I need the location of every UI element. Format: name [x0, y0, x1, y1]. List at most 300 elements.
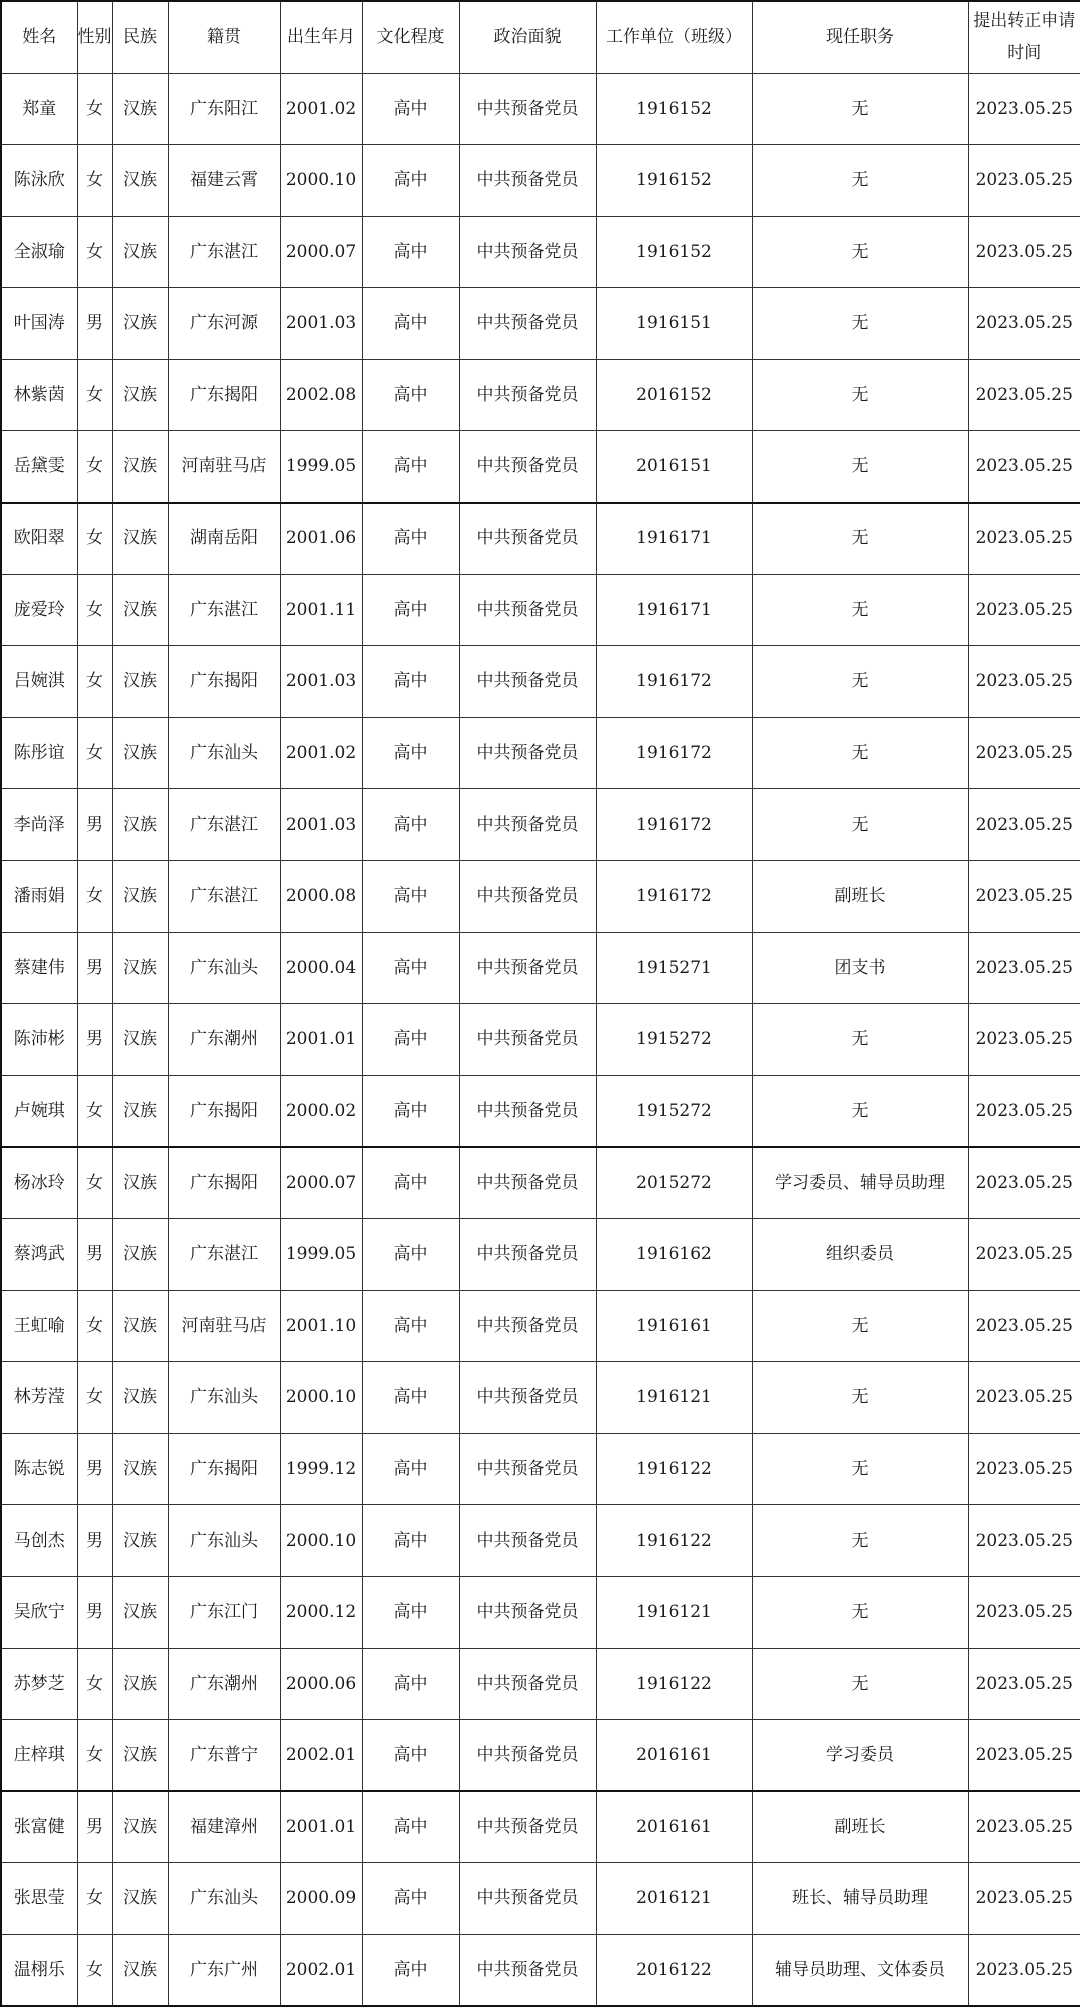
table-row	[1, 1004, 1080, 1076]
cell-origin: 广东阳江	[168, 73, 280, 145]
cell-political: 中共预备党员	[459, 359, 596, 431]
cell-ethnicity: 汉族	[112, 1576, 168, 1648]
cell-position: 无	[752, 145, 968, 217]
cell-gender: 女	[77, 1863, 112, 1935]
cell-education: 高中	[362, 1362, 459, 1434]
cell-position: 团支书	[752, 932, 968, 1004]
cell-name: 林芳滢	[1, 1362, 77, 1434]
cell-date: 2023.05.25	[968, 1075, 1080, 1147]
cell-date: 2023.05.25	[968, 1791, 1080, 1863]
cell-date: 2023.05.25	[968, 1505, 1080, 1577]
cell-origin: 广东湛江	[168, 574, 280, 646]
table-body	[1, 73, 1080, 2006]
cell-name: 蔡建伟	[1, 932, 77, 1004]
cell-education: 高中	[362, 1433, 459, 1505]
table-row	[1, 1147, 1080, 1219]
cell-position: 无	[752, 216, 968, 288]
cell-unit: 1915272	[596, 1075, 752, 1147]
cell-political: 中共预备党员	[459, 503, 596, 575]
cell-ethnicity: 汉族	[112, 431, 168, 503]
cell-education: 高中	[362, 1791, 459, 1863]
cell-gender: 女	[77, 574, 112, 646]
cell-political: 中共预备党员	[459, 717, 596, 789]
cell-origin: 广东湛江	[168, 216, 280, 288]
cell-name: 陈彤谊	[1, 717, 77, 789]
cell-ethnicity: 汉族	[112, 1004, 168, 1076]
cell-origin: 广东潮州	[168, 1004, 280, 1076]
cell-name: 庞爱玲	[1, 574, 77, 646]
cell-date: 2023.05.25	[968, 288, 1080, 360]
cell-unit: 2016161	[596, 1720, 752, 1792]
cell-origin: 福建云霄	[168, 145, 280, 217]
cell-position: 无	[752, 503, 968, 575]
cell-gender: 女	[77, 431, 112, 503]
cell-ethnicity: 汉族	[112, 646, 168, 718]
header-origin: 籍贯	[168, 1, 280, 73]
cell-name: 陈志锐	[1, 1433, 77, 1505]
cell-education: 高中	[362, 1720, 459, 1792]
cell-origin: 广东湛江	[168, 861, 280, 933]
cell-unit: 1915272	[596, 1004, 752, 1076]
cell-name: 庄梓琪	[1, 1720, 77, 1792]
table-row	[1, 503, 1080, 575]
cell-unit: 1915271	[596, 932, 752, 1004]
cell-political: 中共预备党员	[459, 1863, 596, 1935]
cell-education: 高中	[362, 431, 459, 503]
cell-education: 高中	[362, 861, 459, 933]
cell-gender: 女	[77, 73, 112, 145]
cell-education: 高中	[362, 1075, 459, 1147]
cell-name: 李尚泽	[1, 789, 77, 861]
header-position: 现任职务	[752, 1, 968, 73]
cell-gender: 男	[77, 1505, 112, 1577]
table-row	[1, 431, 1080, 503]
cell-political: 中共预备党员	[459, 861, 596, 933]
cell-political: 中共预备党员	[459, 288, 596, 360]
cell-unit: 1916172	[596, 789, 752, 861]
cell-name: 吴欣宁	[1, 1576, 77, 1648]
cell-position: 副班长	[752, 861, 968, 933]
cell-origin: 广东揭阳	[168, 359, 280, 431]
cell-unit: 1916171	[596, 574, 752, 646]
cell-gender: 男	[77, 1004, 112, 1076]
cell-unit: 2016161	[596, 1791, 752, 1863]
cell-name: 郑童	[1, 73, 77, 145]
cell-birth: 2000.06	[280, 1648, 362, 1720]
cell-position: 无	[752, 574, 968, 646]
cell-ethnicity: 汉族	[112, 359, 168, 431]
cell-birth: 1999.12	[280, 1433, 362, 1505]
cell-date: 2023.05.25	[968, 359, 1080, 431]
cell-birth: 1999.05	[280, 1219, 362, 1291]
cell-origin: 广东揭阳	[168, 1433, 280, 1505]
cell-political: 中共预备党员	[459, 1362, 596, 1434]
cell-date: 2023.05.25	[968, 646, 1080, 718]
header-gender: 性别	[77, 1, 112, 73]
cell-birth: 2001.11	[280, 574, 362, 646]
cell-position: 无	[752, 717, 968, 789]
table-row	[1, 1362, 1080, 1434]
cell-birth: 2001.03	[280, 789, 362, 861]
table-row	[1, 717, 1080, 789]
cell-origin: 福建漳州	[168, 1791, 280, 1863]
cell-birth: 2000.08	[280, 861, 362, 933]
cell-position: 学习委员、辅导员助理	[752, 1147, 968, 1219]
cell-date: 2023.05.25	[968, 789, 1080, 861]
cell-unit: 2016121	[596, 1863, 752, 1935]
cell-education: 高中	[362, 1648, 459, 1720]
header-political: 政治面貌	[459, 1, 596, 73]
cell-position: 无	[752, 288, 968, 360]
table-row	[1, 1791, 1080, 1863]
cell-political: 中共预备党员	[459, 789, 596, 861]
cell-ethnicity: 汉族	[112, 145, 168, 217]
cell-date: 2023.05.25	[968, 1648, 1080, 1720]
cell-origin: 广东揭阳	[168, 1147, 280, 1219]
cell-position: 班长、辅导员助理	[752, 1863, 968, 1935]
cell-position: 无	[752, 1433, 968, 1505]
cell-ethnicity: 汉族	[112, 73, 168, 145]
cell-gender: 女	[77, 1362, 112, 1434]
table-row	[1, 789, 1080, 861]
table-row	[1, 1648, 1080, 1720]
cell-origin: 河南驻马店	[168, 1290, 280, 1362]
table-row	[1, 73, 1080, 145]
cell-origin: 广东河源	[168, 288, 280, 360]
cell-name: 张思莹	[1, 1863, 77, 1935]
cell-political: 中共预备党员	[459, 1648, 596, 1720]
cell-political: 中共预备党员	[459, 1505, 596, 1577]
cell-origin: 广东揭阳	[168, 646, 280, 718]
cell-name: 蔡鸿武	[1, 1219, 77, 1291]
cell-position: 无	[752, 1075, 968, 1147]
cell-birth: 2000.07	[280, 216, 362, 288]
cell-unit: 1916161	[596, 1290, 752, 1362]
cell-origin: 广东湛江	[168, 789, 280, 861]
table-row	[1, 216, 1080, 288]
cell-political: 中共预备党员	[459, 431, 596, 503]
cell-political: 中共预备党员	[459, 1004, 596, 1076]
cell-name: 温栩乐	[1, 1934, 77, 2006]
cell-education: 高中	[362, 1290, 459, 1362]
cell-date: 2023.05.25	[968, 1290, 1080, 1362]
cell-ethnicity: 汉族	[112, 1362, 168, 1434]
cell-origin: 湖南岳阳	[168, 503, 280, 575]
cell-birth: 2001.03	[280, 646, 362, 718]
cell-unit: 1916152	[596, 73, 752, 145]
cell-origin: 广东揭阳	[168, 1075, 280, 1147]
cell-date: 2023.05.25	[968, 574, 1080, 646]
cell-gender: 女	[77, 1147, 112, 1219]
cell-date: 2023.05.25	[968, 1362, 1080, 1434]
cell-gender: 男	[77, 1791, 112, 1863]
cell-origin: 广东汕头	[168, 717, 280, 789]
cell-birth: 2001.10	[280, 1290, 362, 1362]
cell-gender: 女	[77, 1934, 112, 2006]
cell-name: 王虹喻	[1, 1290, 77, 1362]
cell-ethnicity: 汉族	[112, 1648, 168, 1720]
table-row	[1, 1433, 1080, 1505]
cell-political: 中共预备党员	[459, 646, 596, 718]
cell-date: 2023.05.25	[968, 932, 1080, 1004]
cell-gender: 男	[77, 288, 112, 360]
table-row	[1, 1720, 1080, 1792]
cell-ethnicity: 汉族	[112, 1147, 168, 1219]
cell-political: 中共预备党员	[459, 1576, 596, 1648]
cell-education: 高中	[362, 73, 459, 145]
header-education: 文化程度	[362, 1, 459, 73]
table-row	[1, 1075, 1080, 1147]
cell-name: 岳黛雯	[1, 431, 77, 503]
cell-gender: 女	[77, 1720, 112, 1792]
cell-political: 中共预备党员	[459, 1791, 596, 1863]
table-row	[1, 1863, 1080, 1935]
cell-unit: 1916172	[596, 861, 752, 933]
table-row	[1, 1290, 1080, 1362]
cell-name: 全淑瑜	[1, 216, 77, 288]
cell-gender: 女	[77, 861, 112, 933]
cell-name: 马创杰	[1, 1505, 77, 1577]
cell-name: 叶国涛	[1, 288, 77, 360]
cell-unit: 1916122	[596, 1648, 752, 1720]
cell-name: 卢婉琪	[1, 1075, 77, 1147]
cell-date: 2023.05.25	[968, 431, 1080, 503]
cell-name: 张富健	[1, 1791, 77, 1863]
table-row	[1, 861, 1080, 933]
cell-date: 2023.05.25	[968, 1934, 1080, 2006]
cell-ethnicity: 汉族	[112, 1863, 168, 1935]
cell-education: 高中	[362, 145, 459, 217]
header-row	[1, 1, 1080, 73]
cell-gender: 男	[77, 1433, 112, 1505]
cell-position: 无	[752, 1505, 968, 1577]
table-row	[1, 288, 1080, 360]
cell-origin: 广东汕头	[168, 932, 280, 1004]
cell-unit: 1916171	[596, 503, 752, 575]
cell-political: 中共预备党员	[459, 1290, 596, 1362]
cell-ethnicity: 汉族	[112, 1433, 168, 1505]
cell-gender: 女	[77, 145, 112, 217]
cell-education: 高中	[362, 1004, 459, 1076]
cell-ethnicity: 汉族	[112, 216, 168, 288]
cell-position: 无	[752, 789, 968, 861]
cell-position: 无	[752, 1004, 968, 1076]
cell-political: 中共预备党员	[459, 1934, 596, 2006]
cell-date: 2023.05.25	[968, 145, 1080, 217]
cell-name: 欧阳翠	[1, 503, 77, 575]
cell-unit: 2016122	[596, 1934, 752, 2006]
cell-political: 中共预备党员	[459, 216, 596, 288]
cell-birth: 2000.10	[280, 145, 362, 217]
cell-political: 中共预备党员	[459, 574, 596, 646]
cell-position: 无	[752, 646, 968, 718]
table-row	[1, 1505, 1080, 1577]
cell-date: 2023.05.25	[968, 1433, 1080, 1505]
cell-position: 无	[752, 1576, 968, 1648]
cell-position: 无	[752, 1290, 968, 1362]
cell-position: 学习委员	[752, 1720, 968, 1792]
cell-origin: 广东广州	[168, 1934, 280, 2006]
cell-birth: 2000.04	[280, 932, 362, 1004]
cell-gender: 男	[77, 1576, 112, 1648]
table-row	[1, 359, 1080, 431]
cell-gender: 男	[77, 1219, 112, 1291]
cell-political: 中共预备党员	[459, 1433, 596, 1505]
cell-birth: 2000.10	[280, 1362, 362, 1434]
cell-position: 辅导员助理、文体委员	[752, 1934, 968, 2006]
cell-origin: 广东湛江	[168, 1219, 280, 1291]
cell-gender: 女	[77, 717, 112, 789]
cell-unit: 2016151	[596, 431, 752, 503]
cell-gender: 女	[77, 503, 112, 575]
cell-ethnicity: 汉族	[112, 1791, 168, 1863]
cell-ethnicity: 汉族	[112, 574, 168, 646]
cell-birth: 2001.06	[280, 503, 362, 575]
cell-political: 中共预备党员	[459, 1219, 596, 1291]
cell-name: 吕婉淇	[1, 646, 77, 718]
cell-birth: 2001.03	[280, 288, 362, 360]
cell-education: 高中	[362, 1863, 459, 1935]
cell-ethnicity: 汉族	[112, 1219, 168, 1291]
cell-gender: 女	[77, 646, 112, 718]
cell-ethnicity: 汉族	[112, 1720, 168, 1792]
cell-name: 林紫茵	[1, 359, 77, 431]
cell-birth: 2000.12	[280, 1576, 362, 1648]
cell-education: 高中	[362, 789, 459, 861]
cell-date: 2023.05.25	[968, 73, 1080, 145]
cell-date: 2023.05.25	[968, 717, 1080, 789]
cell-birth: 2001.01	[280, 1791, 362, 1863]
cell-unit: 1916122	[596, 1433, 752, 1505]
cell-date: 2023.05.25	[968, 216, 1080, 288]
cell-unit: 2015272	[596, 1147, 752, 1219]
table-row	[1, 1576, 1080, 1648]
cell-name: 陈沛彬	[1, 1004, 77, 1076]
cell-unit: 1916162	[596, 1219, 752, 1291]
cell-name: 苏梦芝	[1, 1648, 77, 1720]
cell-education: 高中	[362, 1934, 459, 2006]
table-row	[1, 1219, 1080, 1291]
cell-position: 无	[752, 359, 968, 431]
cell-origin: 广东汕头	[168, 1505, 280, 1577]
cell-education: 高中	[362, 288, 459, 360]
cell-ethnicity: 汉族	[112, 288, 168, 360]
cell-gender: 男	[77, 932, 112, 1004]
cell-date: 2023.05.25	[968, 1863, 1080, 1935]
cell-date: 2023.05.25	[968, 1720, 1080, 1792]
cell-ethnicity: 汉族	[112, 1290, 168, 1362]
cell-unit: 1916151	[596, 288, 752, 360]
cell-political: 中共预备党员	[459, 1147, 596, 1219]
cell-birth: 2000.10	[280, 1505, 362, 1577]
cell-origin: 广东汕头	[168, 1362, 280, 1434]
header-date: 提出转正申请时间	[968, 1, 1080, 73]
cell-origin: 广东普宁	[168, 1720, 280, 1792]
cell-origin: 广东汕头	[168, 1863, 280, 1935]
table-row	[1, 574, 1080, 646]
cell-birth: 2000.09	[280, 1863, 362, 1935]
cell-position: 副班长	[752, 1791, 968, 1863]
cell-gender: 女	[77, 1075, 112, 1147]
cell-position: 无	[752, 1648, 968, 1720]
cell-unit: 1916172	[596, 717, 752, 789]
cell-unit: 1916152	[596, 216, 752, 288]
cell-ethnicity: 汉族	[112, 932, 168, 1004]
header-ethnicity: 民族	[112, 1, 168, 73]
cell-political: 中共预备党员	[459, 1720, 596, 1792]
cell-ethnicity: 汉族	[112, 1505, 168, 1577]
cell-origin: 广东潮州	[168, 1648, 280, 1720]
cell-unit: 1916121	[596, 1362, 752, 1434]
cell-position: 无	[752, 1362, 968, 1434]
header-name: 姓名	[1, 1, 77, 73]
cell-education: 高中	[362, 359, 459, 431]
cell-birth: 2001.02	[280, 717, 362, 789]
cell-date: 2023.05.25	[968, 1576, 1080, 1648]
table-row	[1, 145, 1080, 217]
cell-name: 杨冰玲	[1, 1147, 77, 1219]
cell-birth: 2001.01	[280, 1004, 362, 1076]
cell-origin: 广东江门	[168, 1576, 280, 1648]
cell-education: 高中	[362, 1576, 459, 1648]
cell-date: 2023.05.25	[968, 1219, 1080, 1291]
cell-position: 组织委员	[752, 1219, 968, 1291]
cell-education: 高中	[362, 1219, 459, 1291]
table-row	[1, 646, 1080, 718]
cell-position: 无	[752, 431, 968, 503]
header-unit: 工作单位（班级）	[596, 1, 752, 73]
cell-gender: 男	[77, 789, 112, 861]
table-row	[1, 932, 1080, 1004]
cell-political: 中共预备党员	[459, 73, 596, 145]
cell-ethnicity: 汉族	[112, 1934, 168, 2006]
cell-birth: 2002.08	[280, 359, 362, 431]
cell-birth: 2002.01	[280, 1720, 362, 1792]
table-row	[1, 1934, 1080, 2006]
cell-name: 潘雨娟	[1, 861, 77, 933]
cell-ethnicity: 汉族	[112, 861, 168, 933]
cell-gender: 女	[77, 1648, 112, 1720]
cell-date: 2023.05.25	[968, 861, 1080, 933]
header-birth: 出生年月	[280, 1, 362, 73]
cell-date: 2023.05.25	[968, 1004, 1080, 1076]
cell-unit: 1916122	[596, 1505, 752, 1577]
cell-political: 中共预备党员	[459, 1075, 596, 1147]
cell-education: 高中	[362, 1147, 459, 1219]
cell-political: 中共预备党员	[459, 145, 596, 217]
cell-date: 2023.05.25	[968, 1147, 1080, 1219]
cell-gender: 女	[77, 216, 112, 288]
cell-education: 高中	[362, 574, 459, 646]
cell-position: 无	[752, 73, 968, 145]
cell-origin: 河南驻马店	[168, 431, 280, 503]
cell-education: 高中	[362, 1505, 459, 1577]
cell-gender: 女	[77, 359, 112, 431]
cell-birth: 2000.02	[280, 1075, 362, 1147]
cell-ethnicity: 汉族	[112, 503, 168, 575]
cell-political: 中共预备党员	[459, 932, 596, 1004]
cell-ethnicity: 汉族	[112, 717, 168, 789]
cell-education: 高中	[362, 717, 459, 789]
cell-name: 陈泳欣	[1, 145, 77, 217]
cell-unit: 1916121	[596, 1576, 752, 1648]
cell-birth: 2000.07	[280, 1147, 362, 1219]
cell-education: 高中	[362, 646, 459, 718]
cell-birth: 2002.01	[280, 1934, 362, 2006]
cell-date: 2023.05.25	[968, 503, 1080, 575]
cell-education: 高中	[362, 503, 459, 575]
cell-birth: 1999.05	[280, 431, 362, 503]
